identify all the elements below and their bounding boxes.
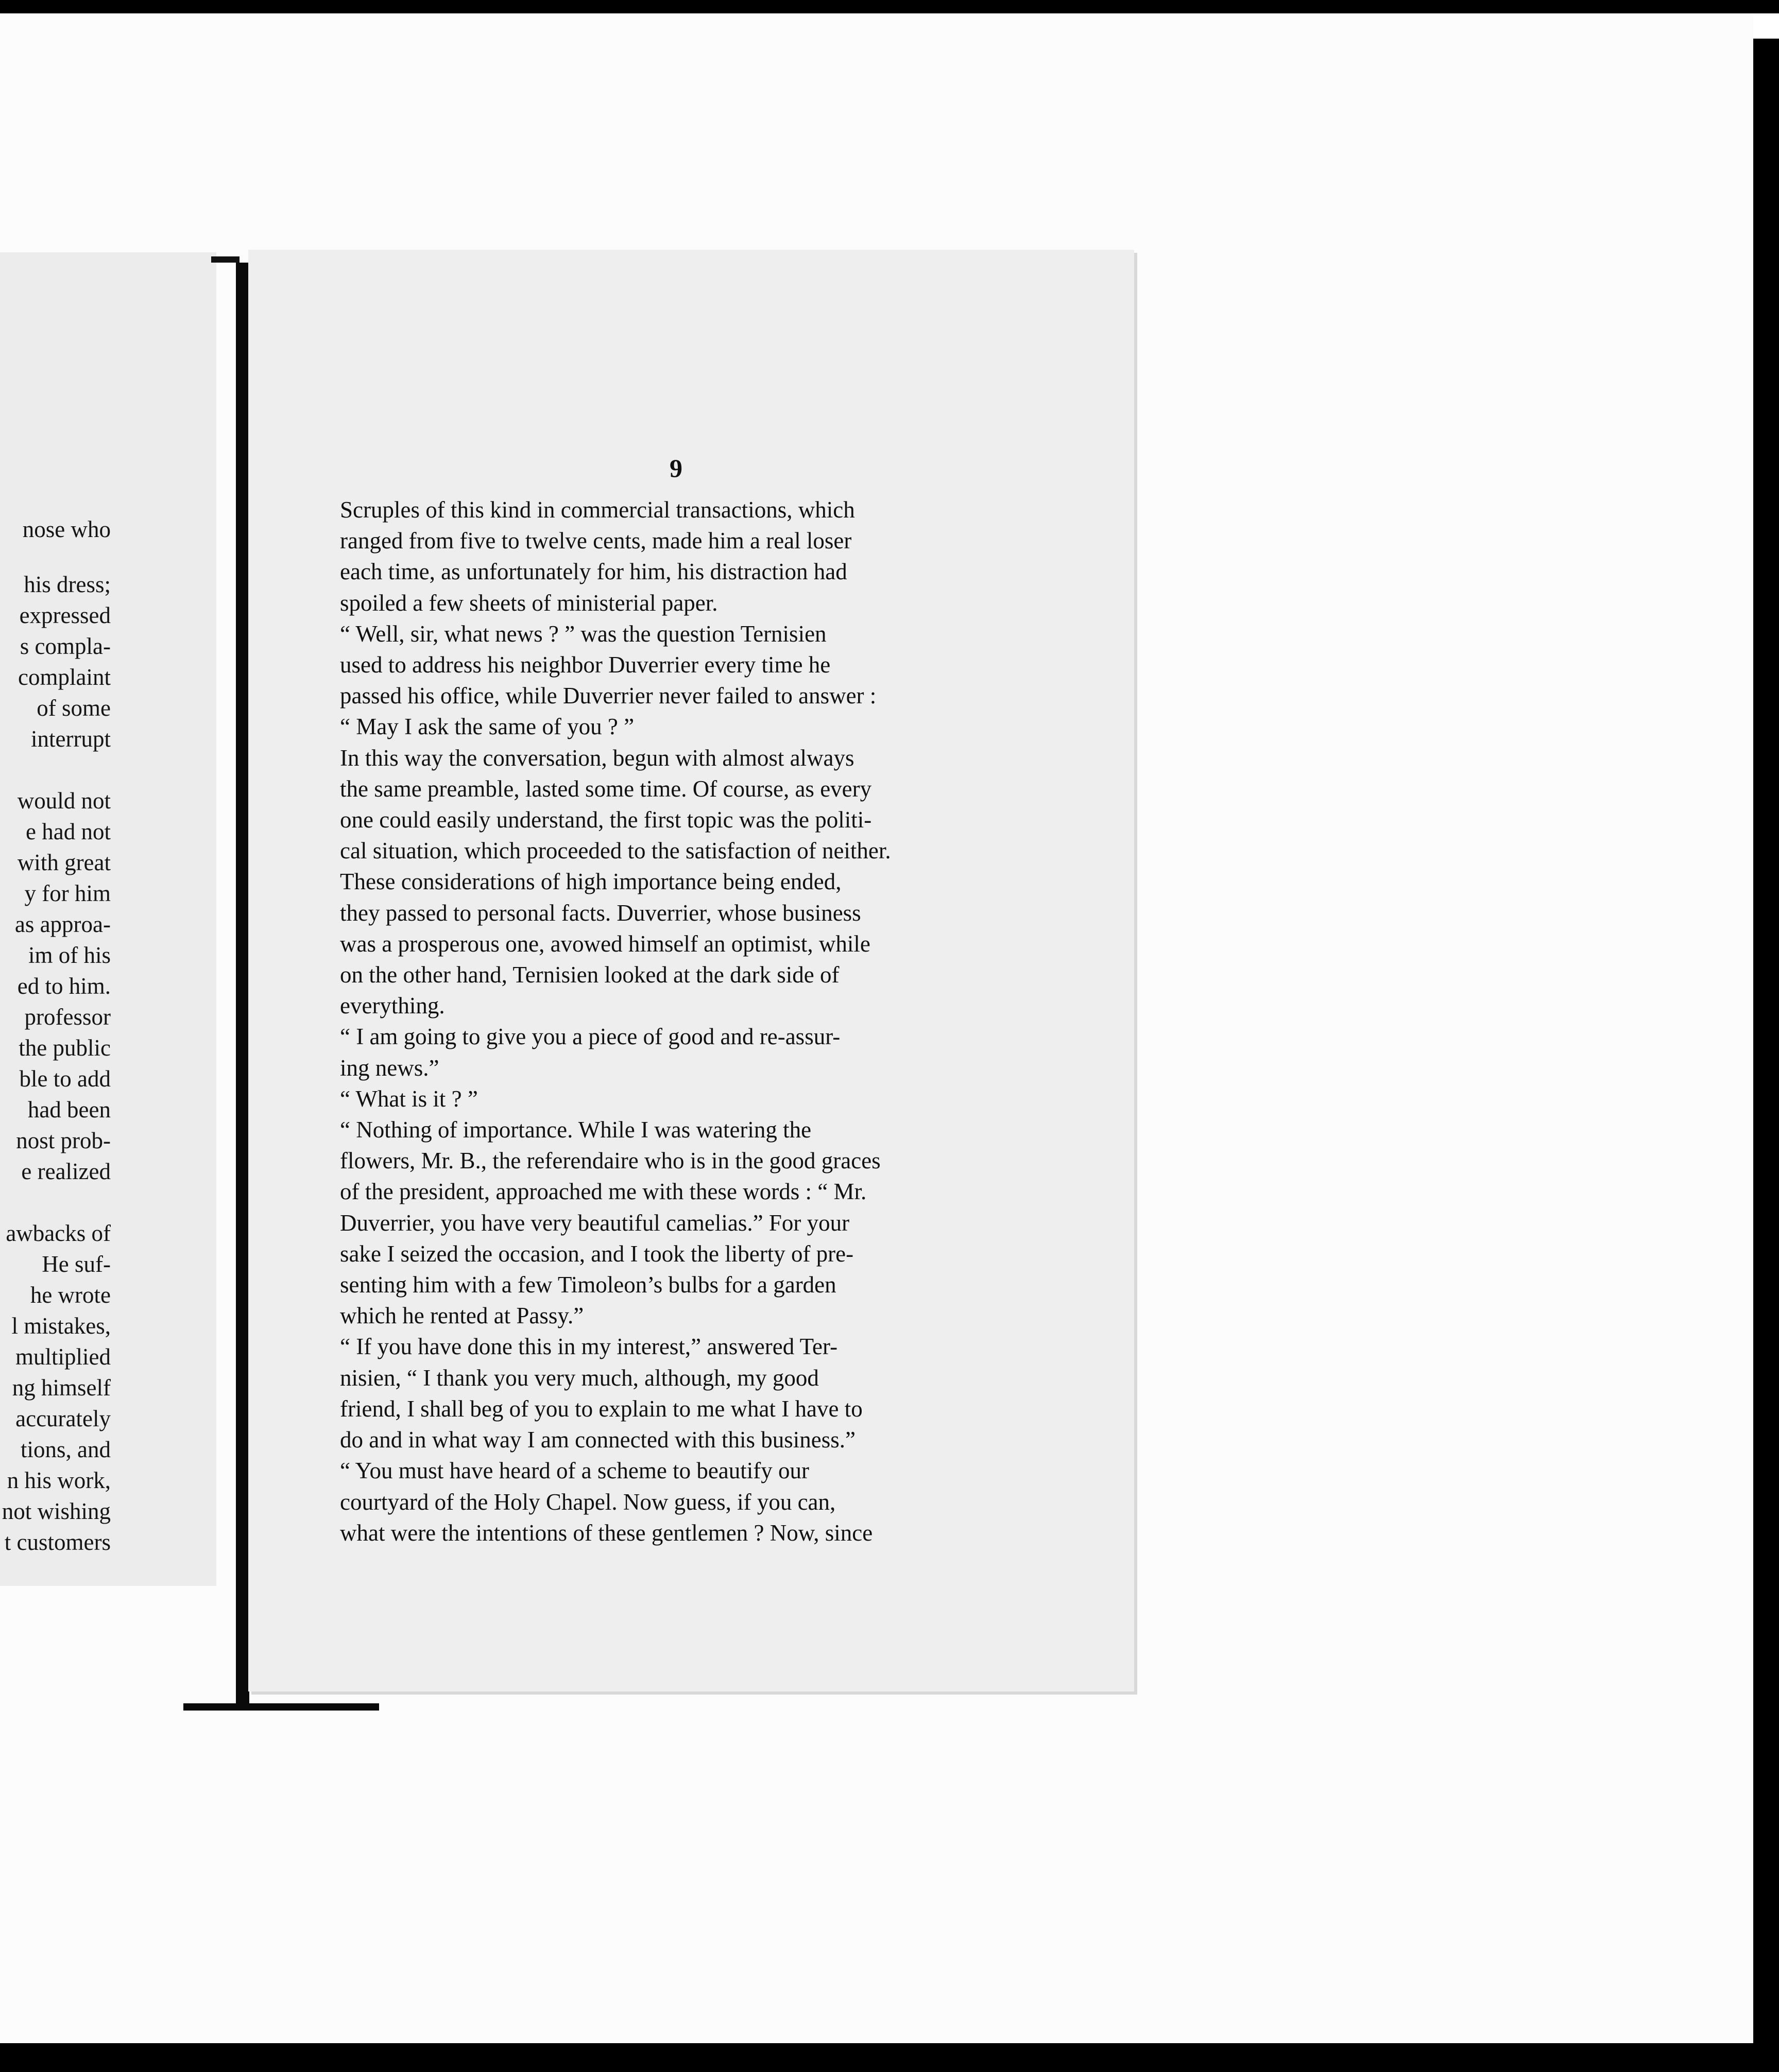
- text-line: sake I seized the occasion, and I took the liberty of pre-: [340, 1240, 854, 1267]
- text-line: Scruples of this kind in commercial transactions, which: [340, 497, 855, 523]
- text-line: they passed to personal facts. Duverrier, whose business: [340, 900, 861, 926]
- left-page-line: y for him: [24, 880, 111, 906]
- left-page-line: with great: [17, 850, 111, 875]
- text-line: “ I am going to give you a piece of good and re-assur-: [340, 1024, 841, 1050]
- left-page-line: ble to add: [19, 1066, 111, 1092]
- left-page-line: of some: [37, 695, 111, 721]
- text-line: friend, I shall beg of you to explain to me what I have to: [340, 1395, 863, 1422]
- text-line: senting him with a few Timoleon’s bulbs for a garden: [340, 1272, 836, 1298]
- text-line: nisien, “ I thank you very much, although, my good: [340, 1365, 819, 1391]
- text-line: “ Well, sir, what news ? ” was the question Ternisien: [340, 620, 827, 647]
- text-line: “ Nothing of importance. While I was watering the: [340, 1117, 812, 1143]
- page-number: 9: [670, 454, 682, 482]
- text-line: courtyard of the Holy Chapel. Now guess, if you can,: [340, 1489, 836, 1515]
- left-page-line: multiplied: [15, 1344, 111, 1370]
- gutter-foot-bracket: [183, 1703, 379, 1711]
- text-line: “ If you have done this in my interest,” answered Ter-: [340, 1334, 838, 1360]
- text-line: flowers, Mr. B., the referendaire who is in the good graces: [340, 1148, 881, 1174]
- text-line: was a prosperous one, avowed himself an optimist, while: [340, 930, 870, 957]
- left-page-line: accurately: [15, 1406, 111, 1431]
- left-page-line: tions, and: [21, 1437, 111, 1462]
- text-line: of the president, approached me with these words : “ Mr.: [340, 1179, 867, 1205]
- left-page-line: his dress;: [24, 572, 111, 597]
- text-line: “ May I ask the same of you ? ”: [340, 714, 635, 740]
- left-page-line: complaint: [18, 664, 111, 690]
- text-line: on the other hand, Ternisien looked at the dark side of: [340, 962, 840, 988]
- text-line: ranged from five to twelve cents, made him a real loser: [340, 528, 852, 554]
- left-page-line: im of his: [28, 942, 111, 968]
- text-line: what were the intentions of these gentlemen ? Now, since: [340, 1520, 873, 1546]
- left-page-line: nose who: [22, 516, 111, 542]
- book-gutter-bar: [236, 263, 249, 1710]
- left-page-line: l mistakes,: [11, 1313, 111, 1339]
- left-page-line: ed to him.: [17, 973, 111, 999]
- gutter-top-bracket: [211, 256, 240, 263]
- scan-frame-right: [1753, 39, 1779, 2043]
- left-page-line: nost prob-: [16, 1128, 111, 1153]
- text-line: passed his office, while Duverrier never failed to answer :: [340, 683, 877, 709]
- text-line: the same preamble, lasted some time. Of course, as every: [340, 775, 872, 802]
- left-page-line: e had not: [26, 819, 111, 844]
- text-line: everything.: [340, 993, 445, 1019]
- text-line: each time, as unfortunately for him, his distraction had: [340, 559, 847, 585]
- left-page-line: as approa-: [14, 911, 111, 937]
- left-page-line: n his work,: [7, 1467, 111, 1493]
- left-page-line: s compla-: [20, 633, 111, 659]
- left-page-line: t customers: [4, 1529, 111, 1555]
- left-page-line: the public: [19, 1035, 111, 1061]
- text-line: In this way the conversation, begun with almost always: [340, 745, 854, 771]
- left-page-fragment: [0, 252, 216, 1586]
- left-page-line: ng himself: [12, 1375, 111, 1401]
- text-line: which he rented at Passy.”: [340, 1303, 584, 1329]
- body-text: [340, 494, 1020, 1548]
- text-line: used to address his neighbor Duverrier every time he: [340, 652, 831, 678]
- text-line: do and in what way I am connected with this business.”: [340, 1427, 856, 1453]
- left-page-line: interrupt: [31, 726, 111, 752]
- left-page-line: he wrote: [30, 1282, 111, 1308]
- text-line: one could easily understand, the first topic was the politi-: [340, 807, 872, 833]
- text-line: “ What is it ? ”: [340, 1085, 478, 1112]
- scan-frame-bottom: [0, 2043, 1779, 2072]
- left-page-line: awbacks of: [6, 1220, 111, 1246]
- scan-frame-top: [0, 0, 1779, 13]
- left-page-line: would not: [17, 788, 111, 814]
- left-page-line: professor: [24, 1004, 111, 1030]
- text-line: Duverrier, you have very beautiful camelias.” For your: [340, 1210, 850, 1236]
- text-line: “ You must have heard of a scheme to beautify our: [340, 1458, 810, 1484]
- left-page-line: He suf-: [42, 1251, 111, 1277]
- left-page-line: e realized: [21, 1159, 111, 1184]
- left-page-line: not wishing: [2, 1498, 111, 1524]
- left-page-line: had been: [27, 1097, 111, 1123]
- text-line: cal situation, which proceeded to the satisfaction of neither.: [340, 838, 891, 864]
- text-line: These considerations of high importance being ended,: [340, 869, 842, 895]
- text-line: ing news.”: [340, 1055, 439, 1081]
- left-page-line: expressed: [19, 602, 111, 628]
- text-line: spoiled a few sheets of ministerial paper.: [340, 590, 718, 616]
